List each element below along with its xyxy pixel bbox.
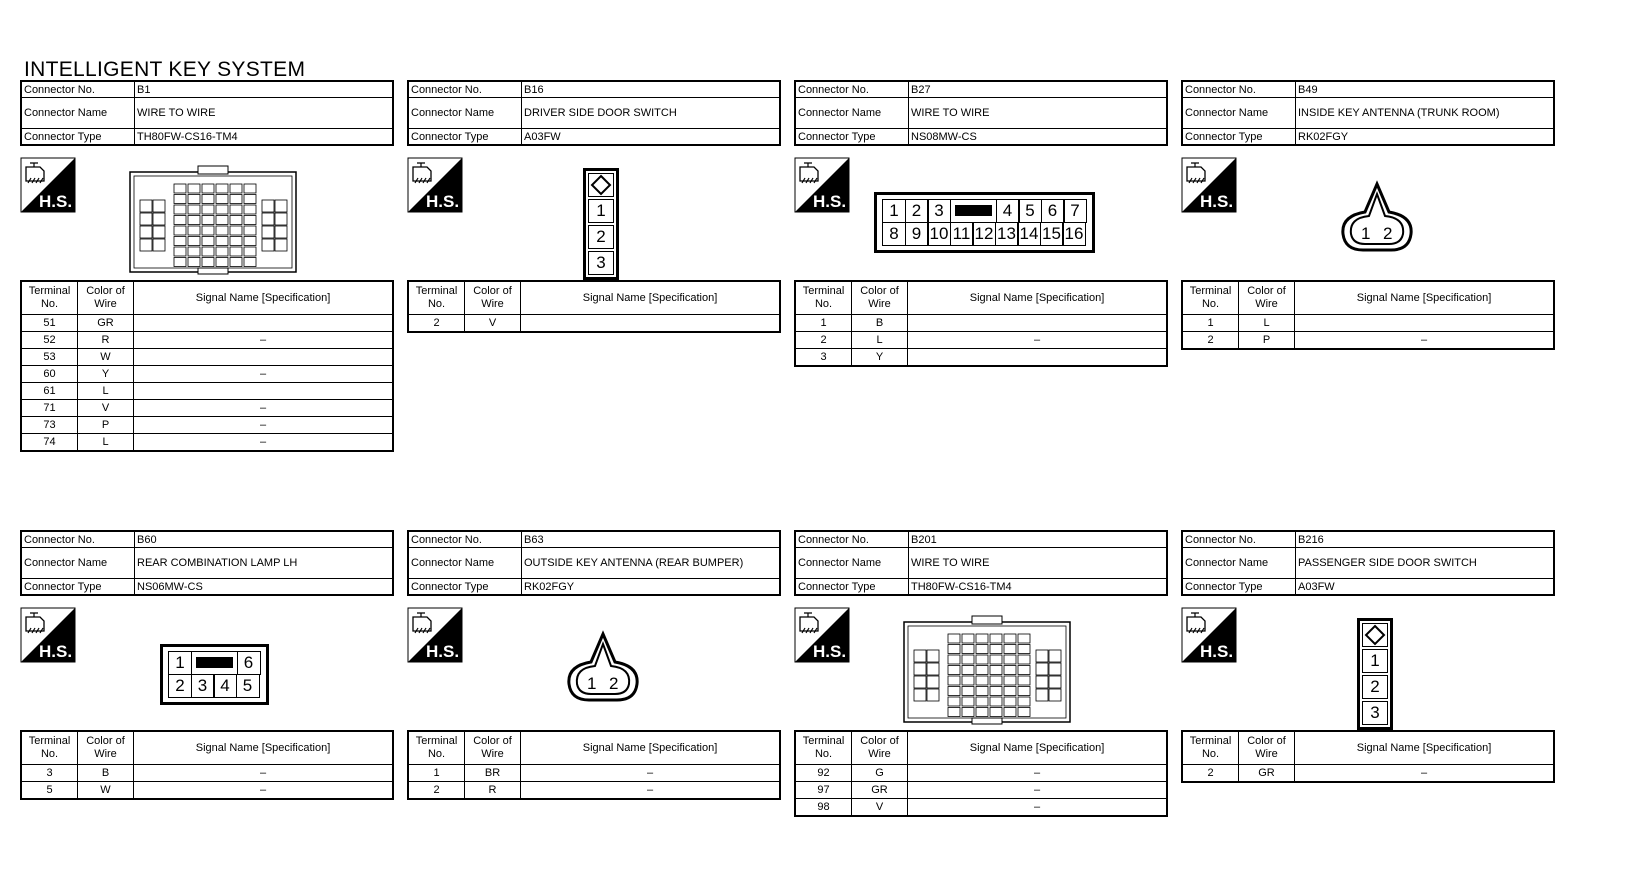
wire-color: R — [78, 332, 134, 349]
connector-header — [20, 530, 394, 596]
table-row — [21, 400, 393, 417]
signal-name-header: Signal Name [Specification] — [908, 281, 1168, 315]
signal-name-header: Signal Name [Specification] — [1295, 281, 1555, 315]
pin-label: 13 — [995, 222, 1019, 246]
color-of-wire-header: Color of Wire — [1239, 281, 1295, 315]
connector-panel-b201 — [794, 530, 1168, 813]
connector-type-label: Connector Type — [795, 579, 909, 596]
pin-label: 5 — [1018, 199, 1042, 223]
connector-header — [407, 530, 781, 596]
terminal-no: 5 — [21, 782, 78, 800]
connector-no-label: Connector No. — [21, 81, 135, 98]
connector-no-label: Connector No. — [1182, 81, 1296, 98]
connector-no-label: Connector No. — [795, 81, 909, 98]
pin-label: 5 — [236, 674, 260, 698]
wire-color: L — [78, 434, 134, 452]
signal-name — [134, 383, 394, 400]
pin-label: 1 — [882, 199, 906, 223]
pin-label: 1 — [1361, 224, 1371, 243]
svg-text:H.S.: H.S. — [426, 642, 460, 661]
terminal-no: 2 — [408, 782, 465, 800]
connector-no-value: B63 — [522, 531, 781, 548]
connector-panel-b63 — [407, 530, 781, 796]
wire-color: P — [1239, 332, 1295, 350]
wire-color: B — [78, 765, 134, 782]
connector-type-label: Connector Type — [408, 129, 522, 146]
terminal-no: 73 — [21, 417, 78, 434]
wire-color: V — [852, 799, 908, 817]
hs-icon — [20, 157, 76, 213]
connector-type-value: TH80FW-CS16-TM4 — [135, 129, 394, 146]
wire-color: R — [465, 782, 521, 800]
pin-label: 10 — [927, 222, 951, 246]
pin-label: 7 — [1063, 199, 1087, 223]
pin-label: 1 — [587, 674, 597, 693]
svg-text:H.S.: H.S. — [1200, 192, 1234, 211]
connector-no-value: B216 — [1296, 531, 1555, 548]
table-row — [21, 417, 393, 434]
wire-color: W — [78, 349, 134, 366]
terminal-no: 3 — [21, 765, 78, 782]
pin-label: 14 — [1017, 222, 1041, 246]
terminal-table — [407, 730, 781, 800]
connector-name-value: OUTSIDE KEY ANTENNA (REAR BUMPER) — [522, 548, 781, 579]
pin-label: 1 — [168, 651, 192, 675]
connector-type-value: A03FW — [1296, 579, 1555, 596]
connector-no-value: B1 — [135, 81, 394, 98]
table-row — [795, 765, 1167, 782]
connector-no-label: Connector No. — [795, 531, 909, 548]
connector-face-diagram — [128, 164, 298, 276]
table-row — [795, 315, 1167, 332]
hs-icon — [794, 157, 850, 213]
table-row — [21, 332, 393, 349]
connector-no-label: Connector No. — [408, 531, 522, 548]
wire-color: Y — [852, 349, 908, 367]
table-row — [795, 782, 1167, 799]
connector-name-label: Connector Name — [408, 548, 522, 579]
pin-label: 4 — [996, 199, 1020, 223]
connector-header — [20, 80, 394, 146]
connector-panel-b49 — [1181, 80, 1555, 346]
color-of-wire-header: Color of Wire — [465, 281, 521, 315]
wire-color: G — [852, 765, 908, 782]
color-of-wire-header: Color of Wire — [465, 731, 521, 765]
pin-label: 3 — [191, 674, 215, 698]
svg-text:H.S.: H.S. — [39, 642, 73, 661]
signal-name: – — [134, 782, 394, 800]
pin-label: 2 — [1383, 224, 1393, 243]
terminal-no: 60 — [21, 366, 78, 383]
wire-color: W — [78, 782, 134, 800]
signal-name: – — [908, 782, 1168, 799]
key-icon — [1362, 623, 1388, 647]
signal-name — [1295, 315, 1555, 332]
signal-name-header: Signal Name [Specification] — [908, 731, 1168, 765]
svg-text:H.S.: H.S. — [1200, 642, 1234, 661]
table-row — [21, 434, 393, 452]
wire-color: L — [1239, 315, 1295, 332]
wire-color: GR — [852, 782, 908, 799]
blank-pin — [191, 651, 239, 675]
pin-label: 16 — [1062, 222, 1086, 246]
table-row — [21, 315, 393, 332]
signal-name: – — [908, 765, 1168, 782]
connector-face-diagram — [583, 168, 619, 280]
table-row — [795, 799, 1167, 817]
wire-color: BR — [465, 765, 521, 782]
connector-panel-b60 — [20, 530, 394, 796]
signal-name-header: Signal Name [Specification] — [521, 281, 781, 315]
pin-label: 15 — [1040, 222, 1064, 246]
connector-name-label: Connector Name — [21, 98, 135, 129]
svg-text:H.S.: H.S. — [813, 192, 847, 211]
wire-color: GR — [1239, 765, 1295, 783]
terminal-table — [1181, 730, 1555, 783]
wire-color: Y — [78, 366, 134, 383]
connector-name-label: Connector Name — [795, 98, 909, 129]
pin-label: 3 — [588, 251, 614, 275]
terminal-no: 92 — [795, 765, 852, 782]
connector-type-label: Connector Type — [21, 129, 135, 146]
pin-label: 1 — [588, 199, 614, 223]
signal-name — [134, 349, 394, 366]
svg-text:H.S.: H.S. — [39, 192, 73, 211]
pin-label: 4 — [213, 674, 237, 698]
table-row — [21, 349, 393, 366]
table-row — [21, 765, 393, 782]
signal-name: – — [521, 782, 781, 800]
hs-icon — [794, 607, 850, 663]
connector-type-label: Connector Type — [1182, 579, 1296, 596]
table-row — [1182, 765, 1554, 783]
pin-label: 2 — [1362, 675, 1388, 699]
terminal-no: 98 — [795, 799, 852, 817]
color-of-wire-header: Color of Wire — [852, 731, 908, 765]
connector-no-label: Connector No. — [21, 531, 135, 548]
signal-name — [521, 315, 781, 333]
connector-name-label: Connector Name — [795, 548, 909, 579]
signal-name — [134, 315, 394, 332]
connector-name-value: DRIVER SIDE DOOR SWITCH — [522, 98, 781, 129]
connector-type-label: Connector Type — [1182, 129, 1296, 146]
terminal-no-header: Terminal No. — [795, 281, 852, 315]
hs-icon — [1181, 607, 1237, 663]
signal-name: – — [1295, 765, 1555, 783]
terminal-no-header: Terminal No. — [408, 281, 465, 315]
connector-type-value: NS06MW-CS — [135, 579, 394, 596]
terminal-no-header: Terminal No. — [1182, 281, 1239, 315]
table-row — [408, 782, 780, 800]
connector-panel-b27 — [794, 80, 1168, 363]
connector-face-diagram — [565, 630, 641, 711]
connector-face-diagram — [1357, 618, 1393, 730]
signal-name — [908, 315, 1168, 332]
color-of-wire-header: Color of Wire — [852, 281, 908, 315]
connector-name-label: Connector Name — [21, 548, 135, 579]
pin-label: 2 — [168, 674, 192, 698]
connector-header — [1181, 80, 1555, 146]
terminal-no-header: Terminal No. — [408, 731, 465, 765]
terminal-no: 2 — [408, 315, 465, 333]
signal-name: – — [134, 417, 394, 434]
terminal-no: 1 — [408, 765, 465, 782]
connector-no-value: B16 — [522, 81, 781, 98]
wire-color: L — [852, 332, 908, 349]
signal-name — [908, 349, 1168, 367]
connector-type-value: A03FW — [522, 129, 781, 146]
terminal-no: 2 — [1182, 332, 1239, 350]
signal-name: – — [134, 332, 394, 349]
connector-name-label: Connector Name — [408, 98, 522, 129]
connector-face-diagram — [874, 192, 1095, 253]
signal-name: – — [1295, 332, 1555, 350]
connector-face-diagram — [160, 644, 269, 705]
terminal-no: 61 — [21, 383, 78, 400]
wire-color: L — [78, 383, 134, 400]
color-of-wire-header: Color of Wire — [78, 731, 134, 765]
terminal-no: 51 — [21, 315, 78, 332]
connector-type-value: RK02FGY — [1296, 129, 1555, 146]
hs-icon — [407, 607, 463, 663]
svg-text:H.S.: H.S. — [813, 642, 847, 661]
connector-no-value: B49 — [1296, 81, 1555, 98]
connector-no-value: B60 — [135, 531, 394, 548]
pin-label: 2 — [588, 225, 614, 249]
svg-text:H.S.: H.S. — [426, 192, 460, 211]
terminal-table — [794, 280, 1168, 367]
signal-name: – — [134, 400, 394, 417]
connector-face-diagram — [1339, 180, 1415, 261]
terminal-no-header: Terminal No. — [1182, 731, 1239, 765]
connector-no-label: Connector No. — [1182, 531, 1296, 548]
terminal-no: 2 — [795, 332, 852, 349]
terminal-no: 1 — [795, 315, 852, 332]
signal-name-header: Signal Name [Specification] — [521, 731, 781, 765]
terminal-table — [794, 730, 1168, 817]
pin-label: 12 — [972, 222, 996, 246]
wire-color: P — [78, 417, 134, 434]
table-row — [21, 383, 393, 400]
table-row — [1182, 332, 1554, 350]
connector-type-value: NS08MW-CS — [909, 129, 1168, 146]
connector-name-value: WIRE TO WIRE — [135, 98, 394, 129]
terminal-no: 3 — [795, 349, 852, 367]
hs-icon — [1181, 157, 1237, 213]
pin-label: 6 — [237, 651, 261, 675]
connector-panel-b216 — [1181, 530, 1555, 779]
wire-color: V — [465, 315, 521, 333]
blank-pin — [950, 199, 998, 223]
pin-label: 3 — [1362, 701, 1388, 725]
connector-type-label: Connector Type — [795, 129, 909, 146]
connector-name-value: WIRE TO WIRE — [909, 548, 1168, 579]
terminal-no: 53 — [21, 349, 78, 366]
pin-label: 2 — [609, 674, 619, 693]
terminal-no: 71 — [21, 400, 78, 417]
pin-label: 6 — [1041, 199, 1065, 223]
connector-name-value: PASSENGER SIDE DOOR SWITCH — [1296, 548, 1555, 579]
pin-label: 9 — [905, 222, 929, 246]
connector-face-diagram — [902, 614, 1072, 726]
hs-icon — [407, 157, 463, 213]
connector-header — [1181, 530, 1555, 596]
wire-color: GR — [78, 315, 134, 332]
connector-header — [794, 80, 1168, 146]
wire-color: B — [852, 315, 908, 332]
color-of-wire-header: Color of Wire — [78, 281, 134, 315]
pin-label: 1 — [1362, 649, 1388, 673]
wire-color: V — [78, 400, 134, 417]
connector-type-label: Connector Type — [21, 579, 135, 596]
connector-no-value: B201 — [909, 531, 1168, 548]
table-row — [795, 332, 1167, 349]
terminal-no: 74 — [21, 434, 78, 452]
connector-name-value: REAR COMBINATION LAMP LH — [135, 548, 394, 579]
connector-type-value: TH80FW-CS16-TM4 — [909, 579, 1168, 596]
connector-no-label: Connector No. — [408, 81, 522, 98]
connector-panel-b16 — [407, 80, 781, 329]
pin-label: 3 — [927, 199, 951, 223]
table-row — [21, 782, 393, 800]
table-row — [408, 765, 780, 782]
signal-name: – — [521, 765, 781, 782]
signal-name-header: Signal Name [Specification] — [1295, 731, 1555, 765]
signal-name: – — [134, 765, 394, 782]
table-row — [408, 315, 780, 333]
signal-name: – — [134, 366, 394, 383]
terminal-table — [1181, 280, 1555, 350]
hs-icon — [20, 607, 76, 663]
pin-label: 2 — [905, 199, 929, 223]
page-title: INTELLIGENT KEY SYSTEM — [24, 58, 306, 81]
connector-header — [794, 530, 1168, 596]
terminal-no: 1 — [1182, 315, 1239, 332]
connector-name-value: WIRE TO WIRE — [909, 98, 1168, 129]
connector-panel-b1 — [20, 80, 394, 448]
terminal-no: 52 — [21, 332, 78, 349]
connector-no-value: B27 — [909, 81, 1168, 98]
terminal-no-header: Terminal No. — [21, 281, 78, 315]
connector-header — [407, 80, 781, 146]
terminal-no: 2 — [1182, 765, 1239, 783]
terminal-no: 97 — [795, 782, 852, 799]
terminal-table — [407, 280, 781, 333]
terminal-no-header: Terminal No. — [795, 731, 852, 765]
key-icon — [588, 173, 614, 197]
connector-name-label: Connector Name — [1182, 548, 1296, 579]
connector-name-label: Connector Name — [1182, 98, 1296, 129]
signal-name: – — [908, 799, 1168, 817]
connector-name-value: INSIDE KEY ANTENNA (TRUNK ROOM) — [1296, 98, 1555, 129]
terminal-no-header: Terminal No. — [21, 731, 78, 765]
terminal-table — [20, 280, 394, 452]
terminal-table — [20, 730, 394, 800]
table-row — [1182, 315, 1554, 332]
connector-type-label: Connector Type — [408, 579, 522, 596]
table-row — [795, 349, 1167, 367]
pin-label: 8 — [882, 222, 906, 246]
signal-name-header: Signal Name [Specification] — [134, 281, 394, 315]
color-of-wire-header: Color of Wire — [1239, 731, 1295, 765]
signal-name: – — [908, 332, 1168, 349]
signal-name-header: Signal Name [Specification] — [134, 731, 394, 765]
table-row — [21, 366, 393, 383]
connector-type-value: RK02FGY — [522, 579, 781, 596]
pin-label: 11 — [950, 222, 974, 246]
signal-name: – — [134, 434, 394, 452]
